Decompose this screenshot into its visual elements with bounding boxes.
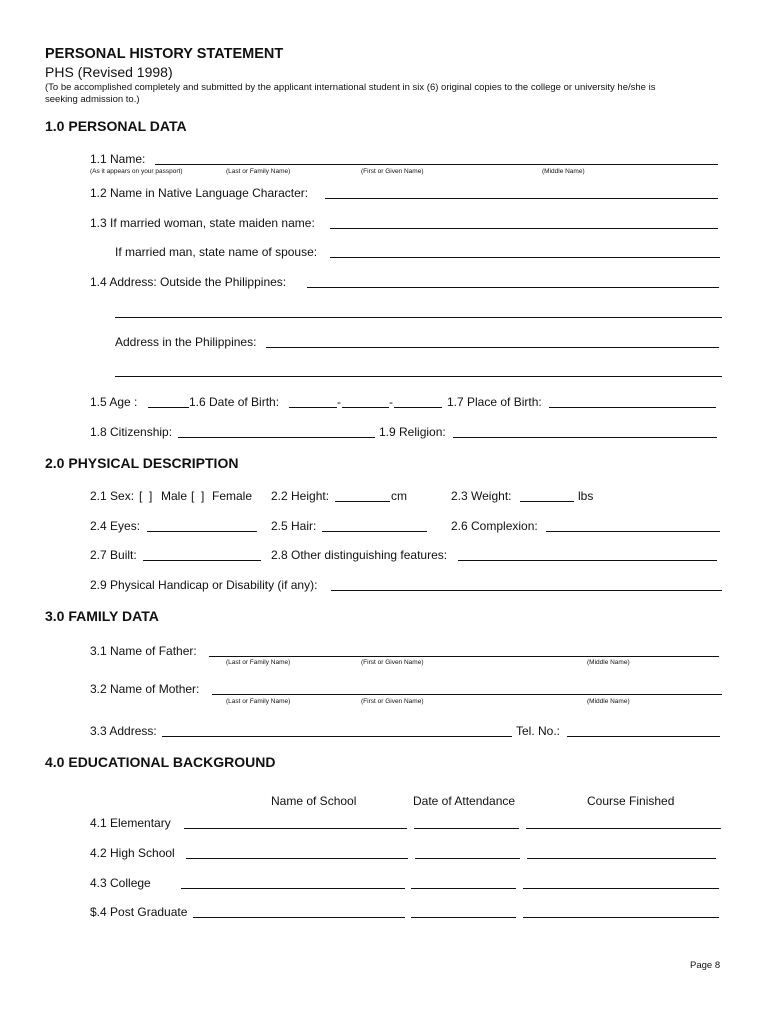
eyes-field[interactable] bbox=[147, 531, 257, 532]
tel-field[interactable] bbox=[567, 736, 720, 737]
hair-field[interactable] bbox=[322, 531, 427, 532]
form-instructions-cont: seeking admission to.) bbox=[45, 94, 140, 105]
address-ph-field-line2[interactable] bbox=[115, 376, 722, 377]
section-education-heading: 4.0 EDUCATIONAL BACKGROUND bbox=[45, 754, 276, 770]
edu-row-label: 4.2 High School bbox=[90, 846, 175, 860]
section-personal-data-heading: 1.0 PERSONAL DATA bbox=[45, 118, 187, 134]
spouse-name-label: If married man, state name of spouse: bbox=[115, 245, 318, 259]
elementary-school-field[interactable] bbox=[184, 828, 407, 829]
mother-hint-first: (First or Given Name) bbox=[361, 698, 424, 705]
form-title: PERSONAL HISTORY STATEMENT bbox=[45, 46, 284, 62]
postgrad-course-field[interactable] bbox=[523, 917, 719, 918]
maiden-name-field[interactable] bbox=[330, 228, 718, 229]
name-hint-last: (Last or Family Name) bbox=[226, 168, 291, 175]
tel-label: Tel. No.: bbox=[516, 724, 561, 738]
native-name-label: 1.2 Name in Native Language Character: bbox=[90, 186, 309, 200]
spouse-name-field[interactable] bbox=[330, 257, 720, 258]
dob-dash: - bbox=[389, 395, 393, 409]
native-name-field[interactable] bbox=[325, 198, 718, 199]
postgrad-school-field[interactable] bbox=[193, 917, 405, 918]
age-label: 1.5 Age : bbox=[90, 395, 138, 409]
weight-field[interactable] bbox=[520, 501, 574, 502]
religion-field[interactable] bbox=[453, 437, 717, 438]
father-hint-last: (Last or Family Name) bbox=[226, 659, 291, 666]
address-ph-label: Address in the Philippines: bbox=[115, 335, 257, 349]
elementary-course-field[interactable] bbox=[526, 828, 721, 829]
name-label: 1.1 Name: bbox=[90, 152, 146, 166]
religion-label: 1.9 Religion: bbox=[379, 425, 446, 439]
col-header-attendance: Date of Attendance bbox=[413, 794, 516, 808]
height-field[interactable] bbox=[335, 501, 390, 502]
elementary-attendance-field[interactable] bbox=[414, 828, 519, 829]
address-outside-label: 1.4 Address: Outside the Philippines: bbox=[90, 275, 287, 289]
maiden-name-label: 1.3 If married woman, state maiden name: bbox=[90, 216, 315, 230]
edu-row-label: $.4 Post Graduate bbox=[90, 905, 188, 919]
mother-hint-last: (Last or Family Name) bbox=[226, 698, 291, 705]
edu-row-label: 4.1 Elementary bbox=[90, 816, 171, 830]
height-unit: cm bbox=[391, 489, 407, 503]
name-hint-first: (First or Given Name) bbox=[361, 168, 424, 175]
address-ph-field[interactable] bbox=[266, 347, 719, 348]
section-physical-heading: 2.0 PHYSICAL DESCRIPTION bbox=[45, 455, 239, 471]
female-checkbox[interactable]: [ ] bbox=[191, 489, 205, 503]
complexion-field[interactable] bbox=[546, 531, 720, 532]
mother-hint-middle: (Middle Name) bbox=[587, 698, 630, 705]
features-label: 2.8 Other distinguishing features: bbox=[271, 548, 448, 562]
dob-label: 1.6 Date of Birth: bbox=[189, 395, 280, 409]
complexion-label: 2.6 Complexion: bbox=[451, 519, 538, 533]
eyes-label: 2.4 Eyes: bbox=[90, 519, 141, 533]
father-hint-first: (First or Given Name) bbox=[361, 659, 424, 666]
form-revision: PHS (Revised 1998) bbox=[45, 64, 173, 80]
highschool-attendance-field[interactable] bbox=[415, 858, 520, 859]
name-hint-passport: (As it appears on your passport) bbox=[90, 168, 183, 175]
section-family-heading: 3.0 FAMILY DATA bbox=[45, 608, 159, 624]
page-number: Page 8 bbox=[690, 960, 721, 971]
citizenship-label: 1.8 Citizenship: bbox=[90, 425, 173, 439]
name-hint-middle: (Middle Name) bbox=[542, 168, 585, 175]
built-field[interactable] bbox=[143, 560, 261, 561]
hair-label: 2.5 Hair: bbox=[271, 519, 317, 533]
built-label: 2.7 Built: bbox=[90, 548, 137, 562]
address-outside-field[interactable] bbox=[307, 287, 719, 288]
college-school-field[interactable] bbox=[181, 888, 405, 889]
male-label: Male bbox=[161, 489, 188, 503]
family-address-label: 3.3 Address: bbox=[90, 724, 157, 738]
dob-field-day[interactable] bbox=[289, 407, 337, 408]
col-header-school: Name of School bbox=[271, 794, 357, 808]
pob-label: 1.7 Place of Birth: bbox=[447, 395, 542, 409]
form-instructions: (To be accomplished completely and submitted by the applicant international student in six (6) original copies to the college or university he/she is bbox=[45, 82, 656, 93]
female-label: Female bbox=[212, 489, 253, 503]
dob-field-month[interactable] bbox=[342, 407, 389, 408]
weight-unit: lbs bbox=[578, 489, 594, 503]
family-address-field[interactable] bbox=[162, 736, 512, 737]
mother-name-field[interactable] bbox=[212, 694, 722, 695]
weight-label: 2.3 Weight: bbox=[451, 489, 512, 503]
dob-field-year[interactable] bbox=[394, 407, 442, 408]
father-hint-middle: (Middle Name) bbox=[587, 659, 630, 666]
height-label: 2.2 Height: bbox=[271, 489, 330, 503]
features-field[interactable] bbox=[458, 560, 717, 561]
dob-dash: - bbox=[337, 395, 341, 409]
age-field[interactable] bbox=[148, 407, 189, 408]
sex-label: 2.1 Sex: bbox=[90, 489, 135, 503]
pob-field[interactable] bbox=[549, 407, 716, 408]
edu-row-label: 4.3 College bbox=[90, 876, 151, 890]
college-attendance-field[interactable] bbox=[411, 888, 516, 889]
postgrad-attendance-field[interactable] bbox=[411, 917, 516, 918]
highschool-school-field[interactable] bbox=[186, 858, 408, 859]
father-name-label: 3.1 Name of Father: bbox=[90, 644, 197, 658]
handicap-label: 2.9 Physical Handicap or Disability (if any): bbox=[90, 578, 318, 592]
name-field[interactable] bbox=[155, 164, 718, 165]
highschool-course-field[interactable] bbox=[527, 858, 716, 859]
handicap-field[interactable] bbox=[331, 590, 722, 591]
col-header-course: Course Finished bbox=[587, 794, 675, 808]
citizenship-field[interactable] bbox=[178, 437, 375, 438]
male-checkbox[interactable]: [ ] bbox=[139, 489, 153, 503]
college-course-field[interactable] bbox=[523, 888, 719, 889]
address-outside-field-line2[interactable] bbox=[115, 317, 722, 318]
mother-name-label: 3.2 Name of Mother: bbox=[90, 682, 200, 696]
father-name-field[interactable] bbox=[209, 656, 719, 657]
